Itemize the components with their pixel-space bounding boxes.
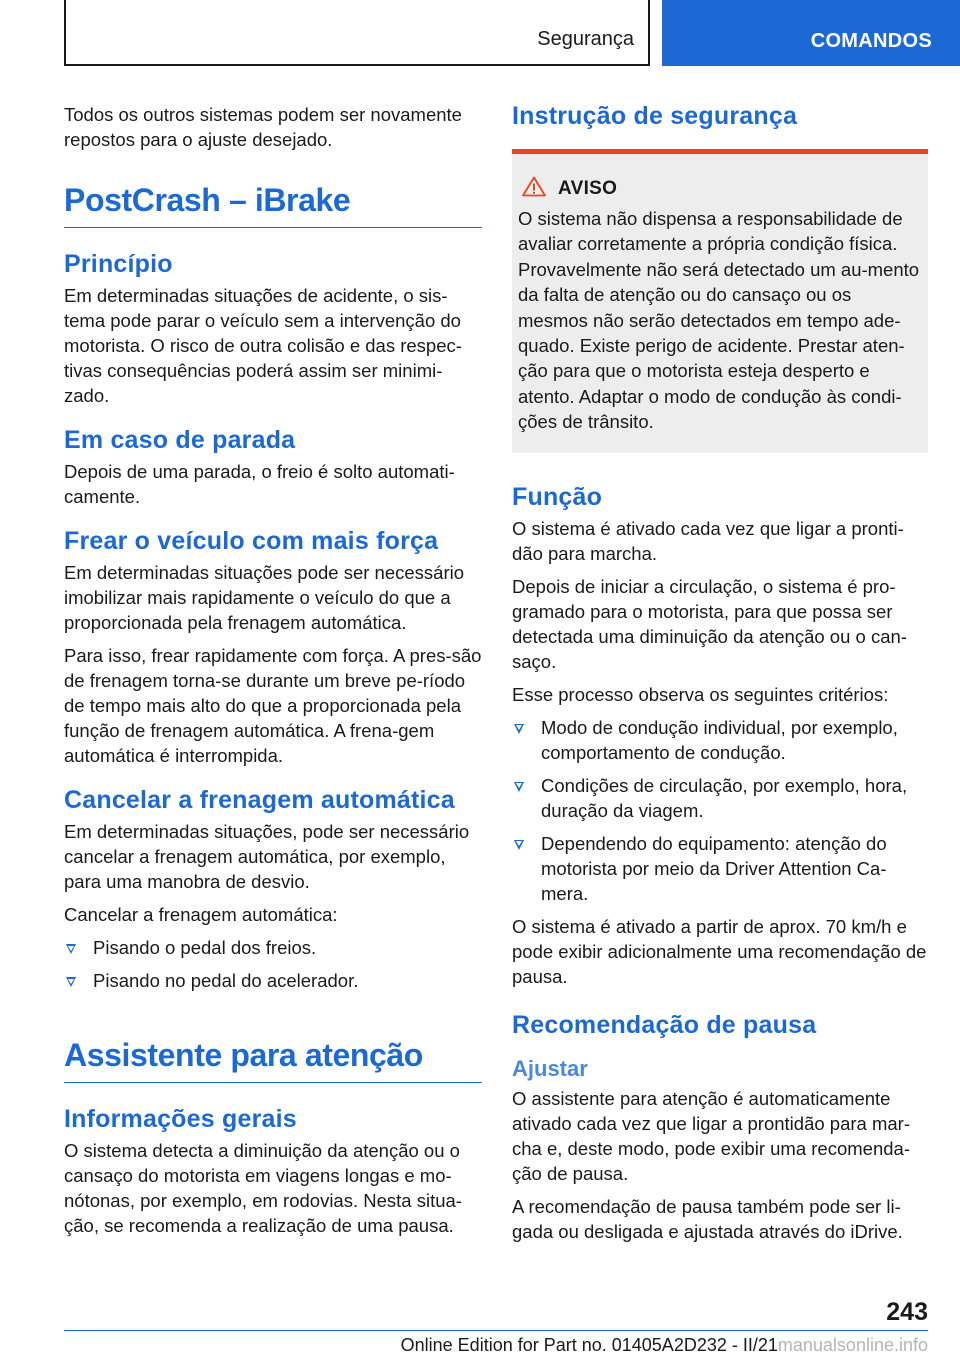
cancelar-paragraph-2: Cancelar a frenagem automática:	[64, 904, 338, 925]
right-column	[512, 102, 928, 1252]
funcao-paragraph-1: O sistema é ativado cada vez que ligar a pronti-dão para marcha.	[512, 517, 904, 564]
heading-postcrash-ibrake: PostCrash – iBrake	[64, 182, 482, 228]
funcao-paragraph-4: O sistema é ativado a partir de aprox. 70 km/h e pode exibir adicionalmente uma recomendação de pausa.	[512, 915, 927, 987]
intro-paragraph: Todos os outros sistemas podem ser novamente repostos para o ajuste desejado.	[64, 104, 462, 150]
list-item: Dependendo do equipamento: atenção do motorista por meio da Driver Attention Ca-mera.	[512, 831, 928, 906]
heading-ajustar: Ajustar	[512, 1055, 588, 1081]
heading-funcao: Função	[512, 482, 603, 511]
frear-paragraph-2: Para isso, frear rapidamente com força. A pres-são de frenagem torna-se durante um breve pe-ríodo de tempo mais alto do que a proporcionada pela função de frenagem automática. A frena-gem automática é interrompida.	[64, 645, 482, 766]
heading-assistente-para-atencao: Assistente para atenção	[64, 1037, 482, 1083]
ajustar-paragraph-2: A recomendação de pausa também pode ser li-gada ou desligada e ajustada através do iDrive.	[512, 1195, 903, 1242]
warning-header	[518, 176, 920, 202]
funcao-paragraph-3: Esse processo observa os seguintes critérios:	[512, 683, 889, 705]
triangle-bullet-icon	[66, 944, 76, 954]
page-number: 243	[886, 1298, 928, 1326]
cancelar-bullet-list	[64, 935, 482, 993]
frear-paragraph-1: Em determinadas situações pode ser necessário imobilizar mais rapidamente o veículo do que a proporcionada pela frenagem automática.	[64, 562, 465, 633]
cancelar-paragraph-1: Em determinadas situações, pode ser necessário cancelar a frenagem automática, por exemplo, para uma manobra de desvio.	[64, 821, 470, 892]
footer-edition-text: Online Edition for Part no. 01405A2D232 - II/21	[400, 1335, 778, 1355]
ajustar-paragraph-1: O assistente para atenção é automaticamente ativado cada vez que ligar a prontidão para mar-cha e, deste modo, pode exibir uma recomenda-ção de pausa.	[512, 1087, 910, 1184]
list-item: Pisando no pedal do acelerador.	[64, 968, 482, 993]
list-item: Condições de circulação, por exemplo, hora, duração da viagem.	[512, 773, 928, 823]
heading-frear-com-mais-forca: Frear o veículo com mais força	[64, 527, 439, 555]
footer-divider	[64, 1330, 928, 1331]
list-item: Modo de condução individual, por exemplo, comportamento de condução.	[512, 715, 928, 765]
heading-principio: Princípio	[64, 250, 173, 278]
principio-paragraph: Em determinadas situações de acidente, o sis-tema pode parar o veículo sem a intervenção do motorista. O risco de outra colisão e das respec-tivas consequências poderá assim ser minimi-zado.	[64, 285, 462, 406]
triangle-bullet-icon	[66, 977, 76, 987]
funcao-paragraph-2: Depois de iniciar a circulação, o sistema é pro-gramado para o motorista, para que possa ser detectada uma diminuição da atenção ou o can-saço.	[512, 575, 907, 672]
heading-informacoes-gerais: Informações gerais	[64, 1105, 297, 1133]
heading-instrucao-de-seguranca: Instrução de segurança	[512, 102, 798, 130]
warning-box	[512, 149, 928, 453]
footer-edition	[64, 1335, 928, 1356]
warning-label: AVISO	[558, 178, 618, 199]
heading-recomendacao-de-pausa: Recomendação de pausa	[512, 1010, 817, 1039]
warning-text: O sistema não dispensa a responsabilidade de avaliar corretamente a própria condição física. Provavelmente não será detectado um au-mento da falta de atenção ou do cansaço ou os mesmos não serão detectados em tempo ade-quado. Existe perigo de acidente. Prestar aten-ção para que o motorista esteja desperto e atento. Adaptar o modo de condução às condi-ções de trânsito.	[518, 208, 920, 433]
funcao-bullet-list	[512, 715, 928, 906]
parada-paragraph: Depois de uma parada, o freio é solto automati-camente.	[64, 461, 455, 507]
triangle-bullet-icon	[514, 724, 524, 734]
heading-em-caso-de-parada: Em caso de parada	[64, 426, 296, 454]
heading-cancelar-frenagem: Cancelar a frenagem automática	[64, 786, 455, 814]
header-section-title: Segurança	[537, 28, 634, 50]
warning-triangle-icon	[522, 176, 546, 202]
header-section-tab	[64, 0, 650, 66]
triangle-bullet-icon	[514, 782, 524, 792]
info-paragraph: O sistema detecta a diminuição da atenção ou o cansaço do motorista em viagens longas e mo-nótonas, por exemplo, em rodovias. Nesta situa-ção, se recomenda a realização de uma pausa.	[64, 1140, 462, 1236]
footer-watermark: manualsonline.info	[777, 1335, 928, 1355]
triangle-bullet-icon	[514, 840, 524, 850]
header-chapter-title: COMANDOS	[810, 30, 932, 52]
header-chapter-tab	[662, 0, 960, 66]
list-item: Pisando o pedal dos freios.	[64, 935, 482, 960]
left-column	[64, 102, 482, 1246]
